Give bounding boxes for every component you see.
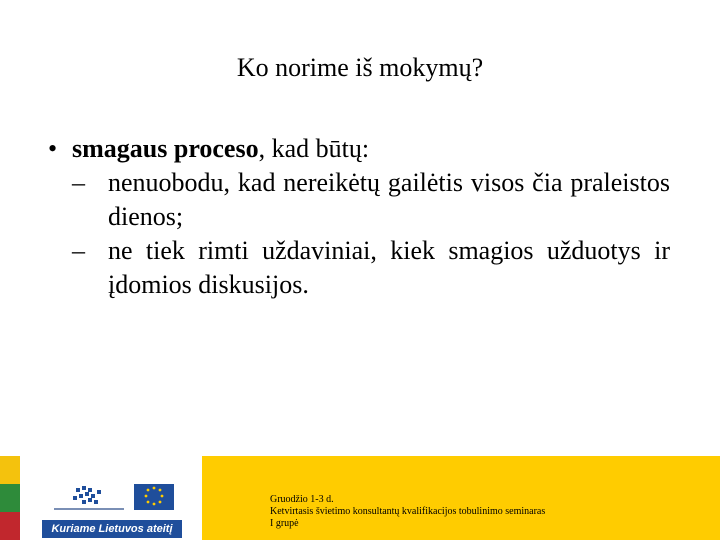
footer-seminar: Ketvirtasis švietimo konsultantų kvalifikacijos tobulinimo seminaras <box>270 506 546 517</box>
bullet-item <box>48 132 670 166</box>
bullet-bold-text: smagaus proceso <box>72 134 259 163</box>
logo-caption: Kuriame Lietuvos ateitį <box>42 520 182 538</box>
slide-footer <box>0 456 720 540</box>
footer-group: I grupė <box>270 518 299 529</box>
ministry-eu-logo-icon <box>46 482 176 516</box>
flag-stripe-red <box>0 512 20 540</box>
bullet-list <box>48 132 670 302</box>
bullet-glyph: • <box>48 134 58 163</box>
sub-item-1 <box>72 166 670 234</box>
flag-stripe-yellow <box>0 456 20 484</box>
flag-stripe-green <box>0 484 20 512</box>
footer-text <box>270 494 545 530</box>
slide-title: Ko norime iš mokymų? <box>236 53 484 82</box>
project-logo <box>36 480 186 540</box>
dash-marker: – <box>72 236 85 265</box>
sub-item-text: nenuobodu, kad nereikėtų gailėtis visos čia praleistos dienos; <box>108 168 670 231</box>
sub-item-text: ne tiek rimti uždaviniai, kiek smagios užduotys ir įdomios diskusijos. <box>108 236 670 299</box>
bullet-text <box>72 132 369 166</box>
footer-date: Gruodžio 1-3 d. <box>270 494 334 505</box>
bullet-rest-text: , kad būtų: <box>258 134 370 163</box>
sub-item-2 <box>72 234 670 302</box>
dash-marker: – <box>72 168 85 197</box>
